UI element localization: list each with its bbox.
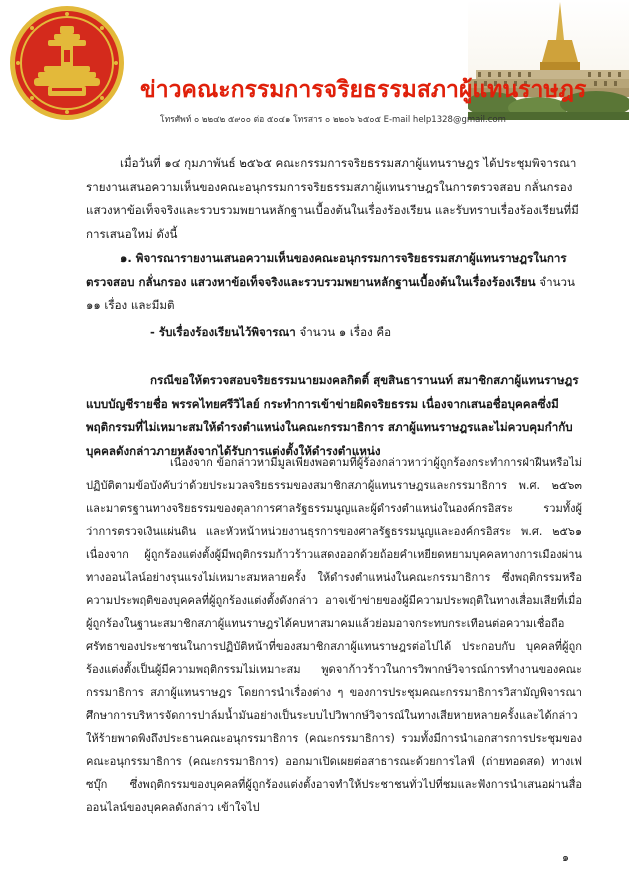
page-number: ๑ xyxy=(562,851,569,864)
section-1-paragraph xyxy=(86,247,582,318)
subsection-paragraph xyxy=(150,321,580,345)
section-1-count: จำนวน ๑๑ เรื่อง และมีมติ xyxy=(86,274,575,312)
header-title: ข่าวคณะกรรมการจริยธรรมสภาผู้แทนราษฎร xyxy=(140,77,587,103)
subsection-count: จำนวน ๑ เรื่อง คือ xyxy=(295,325,392,339)
case-title-paragraph: กรณีขอให้ตรวจสอบจริยธรรมนายมงคลกิตติ์ สุขสินธารานนท์ สมาชิกสภาผู้แทนราษฎรแบบบัญชีรายชื่อ พรรคไทยศรีวิไลย์ กระทำการเข้าข่ายผิดจริยธรรม เนื่องจากเสนอชื่อบุคคลซึ่งมีพฤติกรรมที่ไม่เหมาะสมให้ดำรงตำแหน่งในคณะกรรมาธิการ สภาผู้แทนราษฎรและไม่ควบคุมกำกับบุคคลดังกล่าวภายหลังจากได้รับการแต่งตั้งให้ดำรงตำแหน่ง xyxy=(86,373,579,458)
header-contact-info: โทรศัพท์ ๐ ๒๒๔๒ ๕๙๐๐ ต่อ ๕๐๔๑ โทรสาร ๐ ๒๒๐๖ ๖๕๐๕ E-mail help1328@gmail.com xyxy=(160,115,506,125)
section-1-heading: ๑. พิจารณารายงานเสนอความเห็นของคณะอนุกรรมการจริยธรรมสภาผู้แทนราษฎรในการตรวจสอบ กลั่นกรอง แสวงหาข้อเท็จจริงและรวบรวมพยานหลักฐานเบื้องต้นในเรื่องร้องเรียน xyxy=(86,251,567,289)
intro-paragraph: เมื่อวันที่ ๑๔ กุมภาพันธ์ ๒๕๖๕ คณะกรรมการจริยธรรมสภาผู้แทนราษฎร ได้ประชุมพิจารณารายงานเสนอความเห็นของคณะอนุกรรมการจริยธรรมสภาผู้แทนราษฎรในการตรวจสอบ กลั่นกรอง แสวงหาข้อเท็จจริงและรวบรวมพยานหลักฐานเบื้องต้นในเรื่องร้องเรียน และรับทราบเรื่องร้องเรียนที่มีการเสนอใหม่ ดังนี้ xyxy=(86,156,579,241)
case-body-paragraph: เนื่องจาก ข้อกล่าวหามีมูลเพียงพอตามที่ผู้ร้องกล่าวหาว่าผู้ถูกร้องกระทำการฝ่าฝืนหรือไม่ปฏิบัติตามข้อบังคับว่าด้วยประมวลจริยธรรมของสมาชิกสภาผู้แทนราษฎรและกรรมาธิการ พ.ศ. ๒๕๖๓ และมาตรฐานทางจริยธรรมของตุลาการศาลรัฐธรรมนูญและผู้ดำรงตำแหน่งในองค์กรอิสระ รวมทั้งผู้ว่าการตรวจเงินแผ่นดิน และหัวหน้าหน่วยงานธุรการของศาลรัฐธรรมนูญและองค์กรอิสระ พ.ศ. ๒๕๖๑ เนื่องจาก ผู้ถูกร้องแต่งตั้งผู้มีพฤติกรรมก้าวร้าวแสดงออกด้วยถ้อยคำเหยียดหยามบุคคลทางการเมืองผ่านทางออนไลน์อย่างรุนแรงไม่เหมาะสมหลายครั้ง ให้ดำรงตำแหน่งในคณะกรรมาธิการ ซึ่งพฤติกรรมหรือความประพฤติของบุคคลที่ผู้ถูกร้องแต่งตั้งดังกล่าว อาจเข้าข่ายของผู้มีความประพฤติในทางเสื่อมเสียที่เมื่อผู้ถูกร้องในฐานะสมาชิกสภาผู้แทนราษฎรได้คบหาสมาคมแล้วย่อมอาจกระทบกระเทือนต่อความเชื่อถือศรัทธาของประชาชนในการปฏิบัติหน้าที่ของสมาชิกสภาผู้แทนราษฎรต่อไปได้ ประกอบกับ บุคคลที่ผู้ถูกร้องแต่งตั้งเป็นผู้มีความพฤติกรรมไม่เหมาะสม พูดจาก้าวร้าวในการวิพากษ์วิจารณ์การทำงานของคณะกรรมาธิการ สภาผู้แทนราษฎร โดยการนำเรื่องต่าง ๆ ของการประชุมคณะกรรมาธิการวิสามัญพิจารณาศึกษาการบริหารจัดการปาล์มน้ำมันอย่างเป็นระบบไปวิพากษ์วิจารณ์ในทางเสียหายหลายครั้งและได้กล่าวให้ร้ายพาดพิงถึงประธานคณะอนุกรรมาธิการ (คณะกรรมาธิการ) รวมทั้งมีการนำเอกสารการประชุมของคณะอนุกรรมาธิการ (คณะกรรมาธิการ) ออกมาเปิดเผยต่อสาธารณะด้วยการไลฟ์ (ถ่ายทอดสด) ทางเฟซบุ๊ก ซึ่งพฤติกรรมของบุคคลที่ผู้ถูกร้องแต่งตั้งอาจทำให้ประชาชนทั่วไปที่ชมและฟังการนำเสนอผ่านสื่อออนไลน์ของบุคคลดังกล่าว เข้าใจไป xyxy=(86,456,582,814)
subsection-heading: - รับเรื่องร้องเรียนไว้พิจารณา xyxy=(150,325,296,339)
parliament-emblem-logo xyxy=(8,4,126,122)
